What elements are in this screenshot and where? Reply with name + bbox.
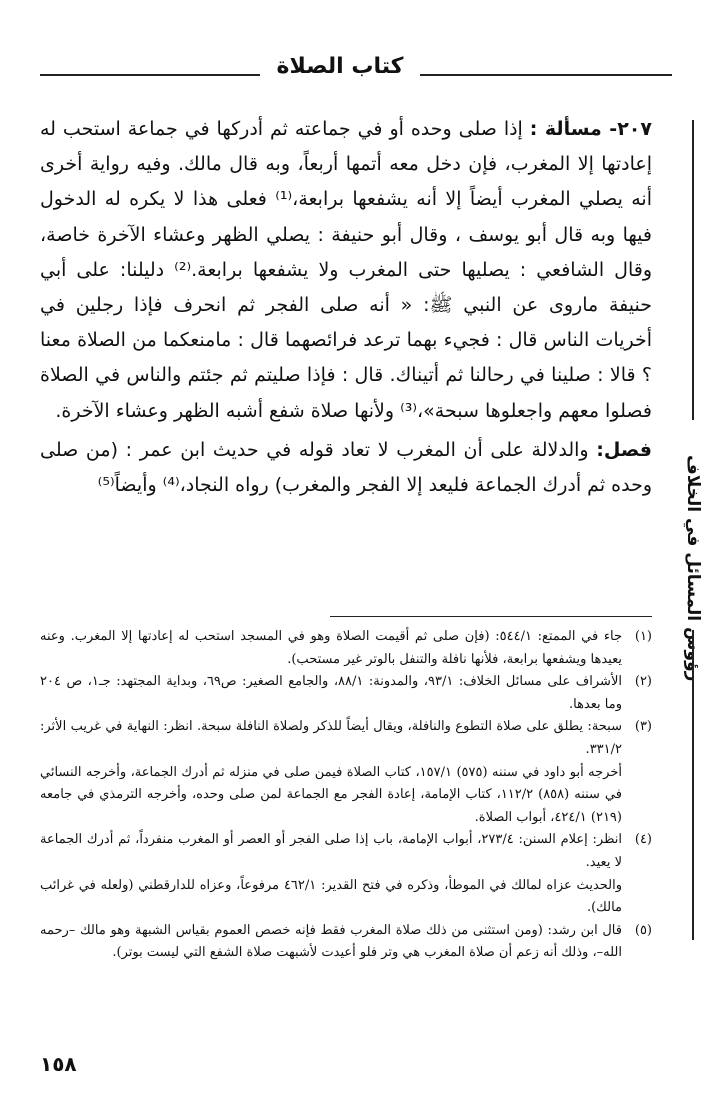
footnote-text: قال ابن رشد: (ومن استثنى من ذلك صلاة المغرب فقط فإنه خصص العموم بقياس الشبهة وهو مالك –رحمه الله–، وذلك أنه زعم أن صلاة المغرب هي وتر فلو أعيدت لأشبهت صلاة الشفع التي ليست بوتر).	[40, 922, 622, 961]
footnote-text: انظر: إعلام السنن: ٢٧٣/٤، أبواب الإمامة، باب إذا صلى الفجر أو العصر أو المغرب منفرداً، ثم أدرك الجماعة لا يعيد.	[40, 832, 622, 870]
footnotes	[40, 626, 652, 965]
page-number: ١٥٨	[40, 1052, 77, 1076]
fasl-label: فصل:	[596, 438, 652, 461]
footnote-text: جاء في الممتع: ٥٤٤/١: (فإن صلى ثم أقيمت الصلاة وهو في المسجد استحب له إعادتها إلا المغرب. وعنه يعيدها ويشفعها برابعة، فلأنها نافلة والتنفل بالوتر غير مستحب).	[40, 629, 622, 667]
footnote-text: أخرجه أبو داود في سننه (٥٧٥) ١٥٧/١، كتاب الصلاة فيمن صلى في منزله ثم أدرك الجماعة، وأخرجه النسائي في سننه (٨٥٨) ١١٢/٢، كتاب الإمامة، إعادة الفجر مع الجماعة لمن صلى وحده، وأخرجه الترمذي في جامعه (٢١٩) ٤٢٤/١، أبواب الصلاة.	[40, 764, 622, 825]
fasl-text: والدلالة على أن المغرب لا تعاد قوله في حديث ابن عمر : (من صلى وحده ثم أدرك الجماعة فليعد إلا الفجر والمغرب) رواه النجاد،⁽⁴⁾ وأيضاً⁽⁵⁾	[40, 438, 652, 497]
footnote-2	[40, 671, 652, 716]
footnote-text: والحديث عزاه لمالك في الموطأ، وذكره في فتح القدير: ٤٦٢/١ مرفوعاً، وعزاه للدارقطني (ولعله في غرائب مالك).	[40, 877, 623, 916]
masala-paragraph	[40, 112, 652, 429]
sidebar-rule-bottom	[692, 630, 694, 940]
header-rule-right	[420, 74, 672, 76]
footnote-number: (٤)	[634, 832, 652, 848]
masala-text: إذا صلى وحده أو في جماعته ثم أدركها في جماعة استحب له إعادتها إلا المغرب، فإن دخل معه أتمها أربعاً، وبه قال مالك. وفيه رواية أخرى أنه يصلي المغرب أيضاً إلا أنه يشفعها برابعة،⁽¹⁾ فعلى هذا لا يكره له الدخول فيها وبه قال أبو يوسف ، وقال أبو حنيفة : يصلي الظهر وعشاء الآخرة خاصة، وقال الشافعي : يصليها حتى المغرب ولا يشفعها برابعة.⁽²⁾ دليلنا: على أبي حنيفة ماروى عن النبي ﷺ: « أنه صلى الفجر ثم انحرف فإذا رجلين في أخريات الناس قال : فجيء بهما ترعد فرائصهما قال : مامنعكما من الصلاة معنا ؟ قالا : صلينا في رحالنا ثم أتيناك. قال : فإذا صليتم ثم جئتم والناس في الصلاة فصلوا معهم واجعلوها سبحة»،⁽³⁾ ولأنها صلاة شفع أشبه الظهر وعشاء الآخرة.	[40, 118, 652, 422]
footnote-1	[40, 626, 652, 671]
sidebar-rule-top	[692, 120, 694, 420]
footnote-number: (١)	[634, 629, 652, 644]
footnote-number: (٢)	[634, 674, 652, 690]
fasl-paragraph	[40, 433, 652, 503]
footnote-3	[40, 716, 652, 829]
masala-number: ٢٠٧- مسألة :	[529, 118, 652, 140]
footnote-5	[40, 920, 652, 965]
footnote-number: (٥)	[634, 922, 652, 938]
header-rule-left	[40, 74, 260, 76]
main-text	[40, 112, 652, 503]
footnote-number: (٣)	[634, 719, 652, 735]
book-title: رؤوس المسائل في الخلاف	[683, 455, 703, 682]
footnote-text: سبحة: يطلق على صلاة التطوع والنافلة، ويقال أيضاً للذكر ولصلاة النافلة سبحة. انظر: النهاية في غريب الأثر: ٣٣١/٢.	[40, 719, 622, 757]
footnote-4	[40, 829, 652, 919]
chapter-title: كتاب الصلاة	[276, 54, 404, 79]
footnote-divider	[330, 616, 652, 617]
footnote-text: الأشراف على مسائل الخلاف: ٩٣/١، والمدونة: ٨٨/١، والجامع الصغير: ص٦٩، وبداية المجتهد: جـ١، ص ٢٠٤ وما بعدها.	[40, 674, 622, 712]
running-header	[40, 30, 672, 90]
sidebar	[668, 120, 718, 940]
